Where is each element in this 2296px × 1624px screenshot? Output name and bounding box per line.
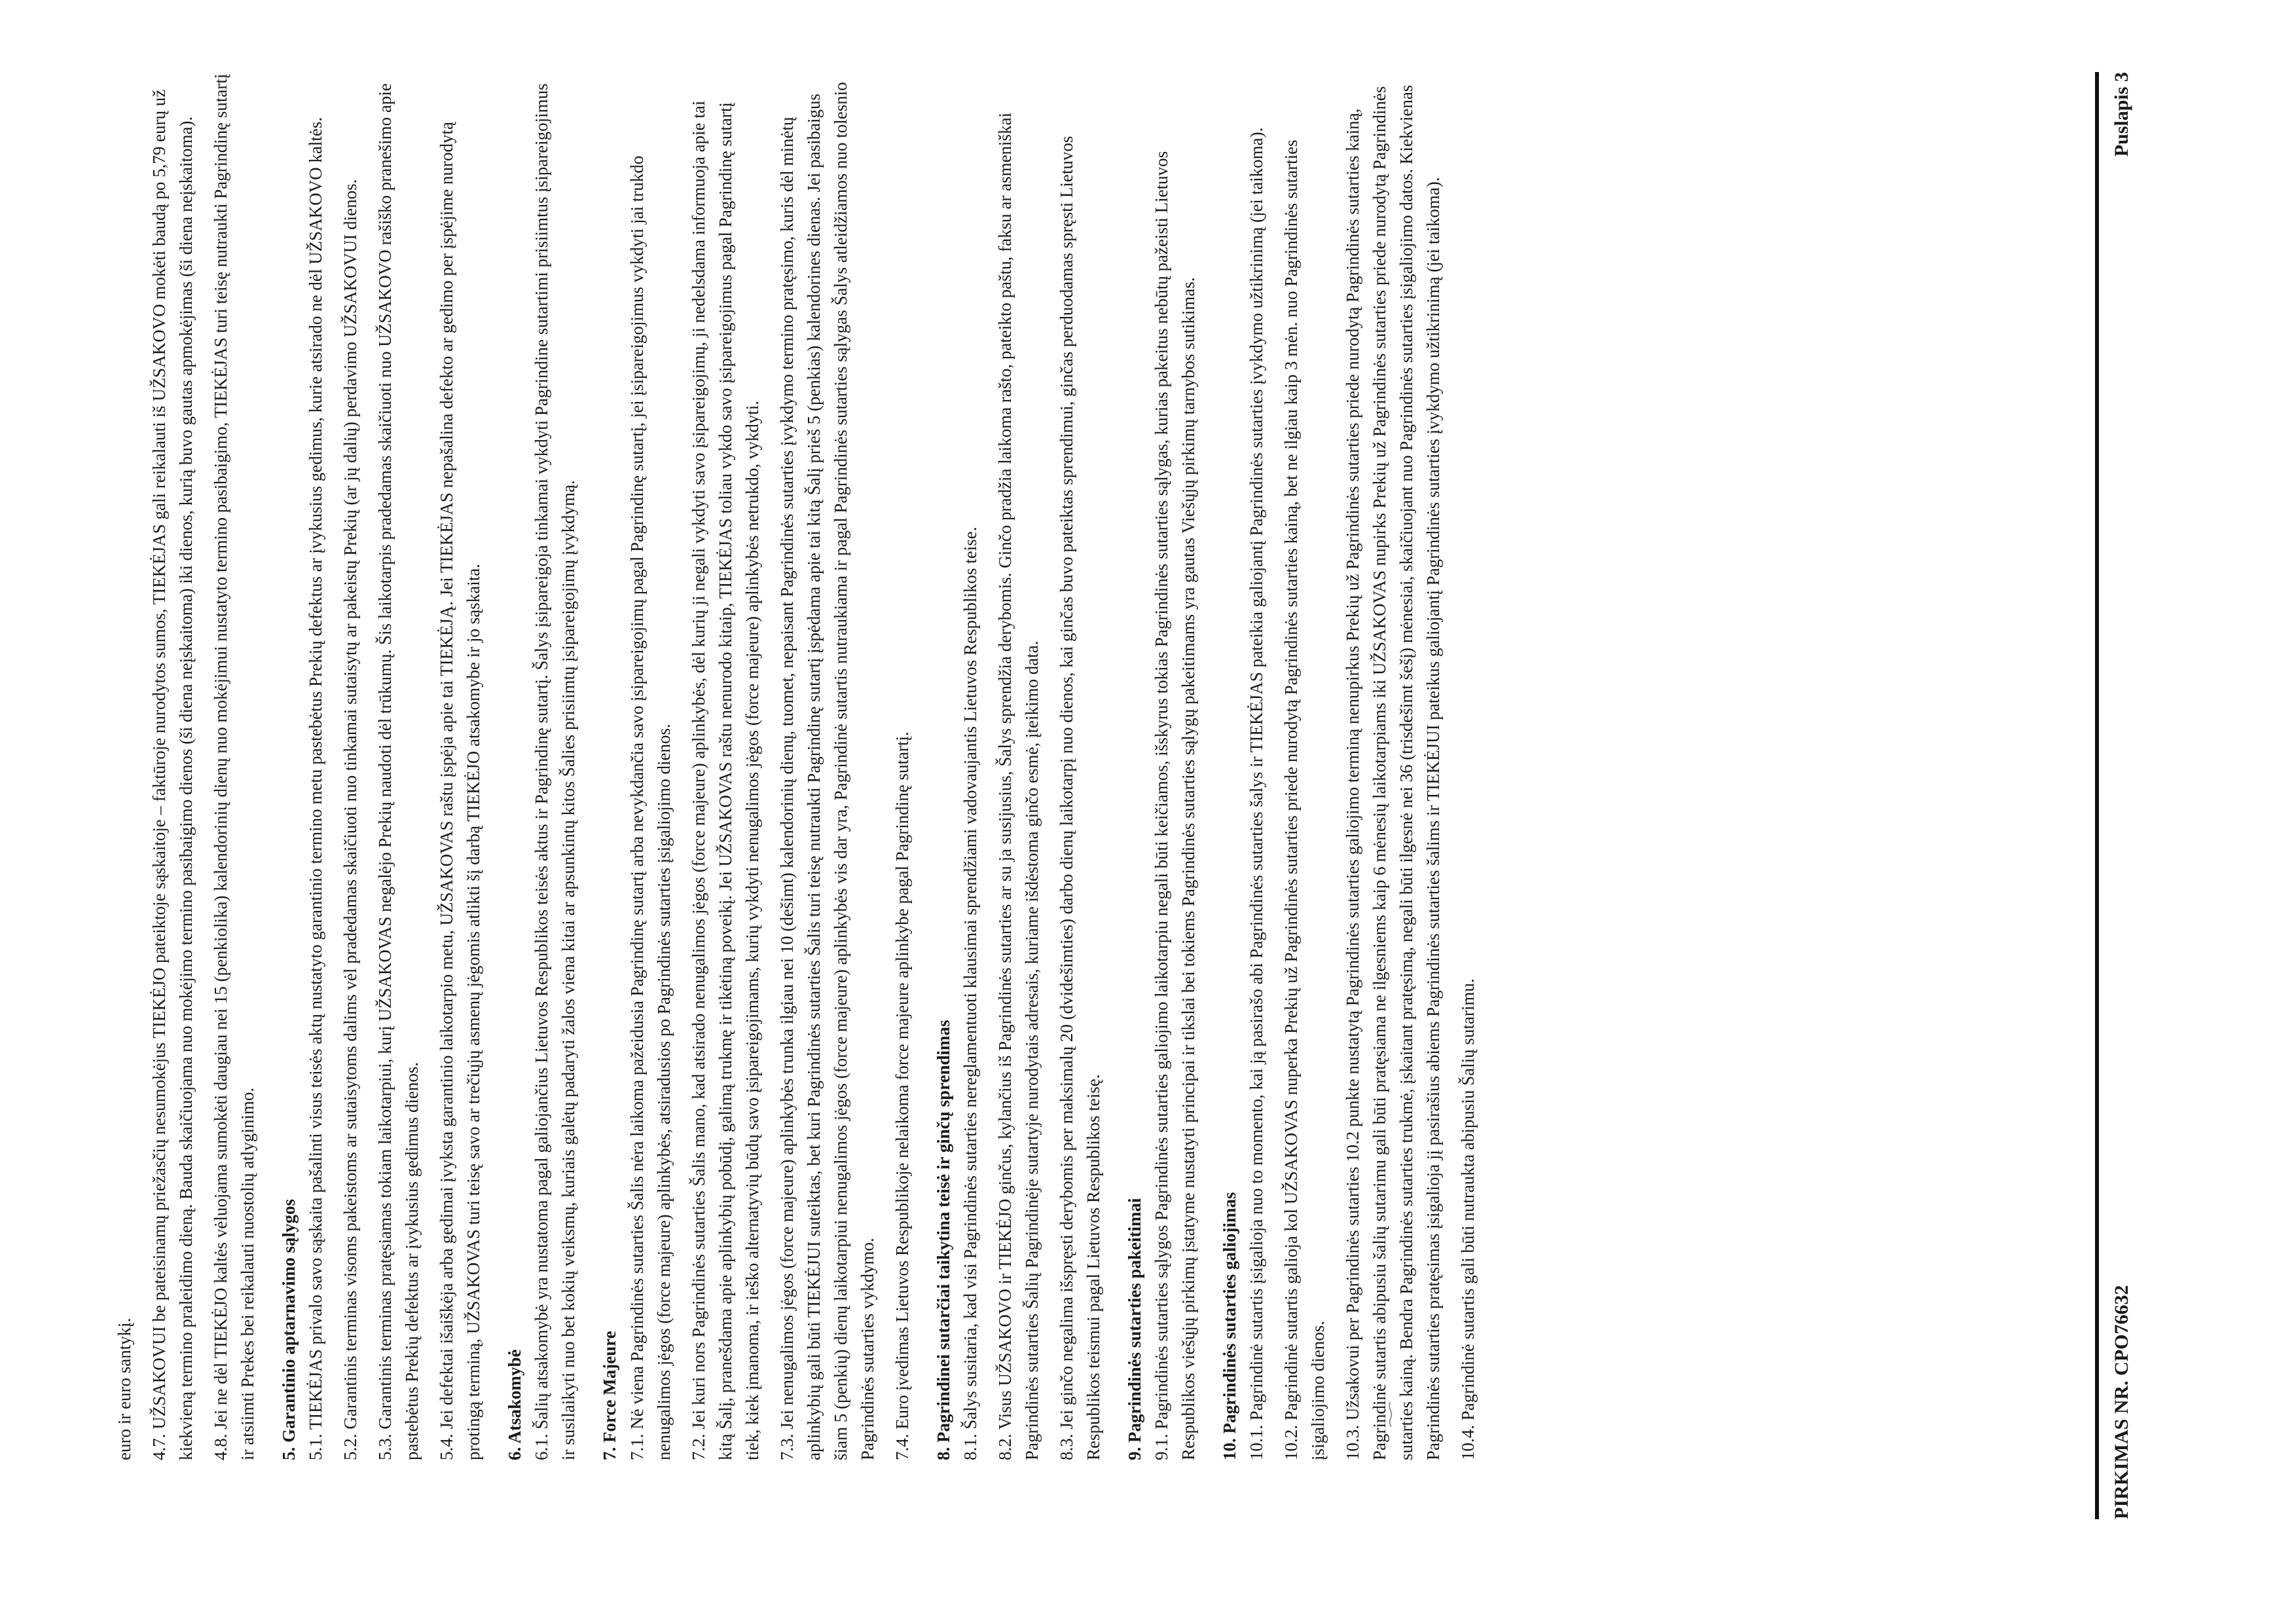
paragraph: 10.1. Pagrindinė sutartis įsigalioja nuo to momento, kai ją pasirašo abi Pagrindinės sutarties šalys ir TIEKĖJAS pateikia galiojantį Pagrindinės sutarties įvykdymo užtikrinimą (jei taikoma). [1247, 127, 1267, 1460]
section [1121, 72, 1202, 1460]
section-title: 5. Garantinio aptarnavimo sąlygos [279, 1198, 299, 1460]
paragraph: 5.3. Garantinis terminas pratęsiamas tokiam laikotarpiui, kurį UŽSAKOVAS negalėjo Prekių naudoti dėl trūkumų. Šis laikotarpis pradedamas skaičiuoti nuo UŽSAKOVO rašiško pranešimo apie pastebėtus Prekių defektus ar įvykusius gedimus dienos. [375, 83, 422, 1460]
paragraph: 4.7. UŽSAKOVUI be pateisinamų priežasčių nesumokėjus TIEKĖJO pateiktoje sąskaitoje – faktūroje nurodytos sumos, TIEKĖJAS gali reikalauti iš UŽSAKOVO mokėti baudą po 5,79 eurų už kiekvieną termino praleidimo dieną. Bauda skaičiuojama nuo mokėjimo termino pasibaigimo dienos (ši diena neįskaitoma) iki dienos, kurią buvo gautas apmokėjimas (ši diena neįskaitoma). [149, 89, 196, 1460]
footer-rule [2095, 72, 2099, 1519]
procurement-number: PIRKIMAS NR. CPO76632 [2111, 1285, 2132, 1519]
section-title: 10. Pagrindinės sutarties galiojimas [1220, 1192, 1240, 1460]
pen-mark [1388, 1401, 1393, 1428]
section [501, 72, 582, 1460]
paragraph: 10.3. Užsakovui per Pagrindinės sutarties 10.2 punkte nustatytą Pagrindinės sutarties galiojimo terminą nenupirkus Prekių už Pagrindinės sutarties priede nurodytą Pagrindinės sutarties kainą, Pagrindinė sutartis abipusiu šalių sutarimu gali būti pratęsiama ne ilgesniems kaip 6 mėnesių laikotarpiams iki UŽSAKOVAS nupirks Prekių už Pagrindinės sutarties priede nurodytą Pagrindinės sutarties kainą. Bendra Pagrindinės sutarties trukmė, įskaitant pratęsimą, negali būti ilgesnė nei 36 (trisdešimt šešį) mėnesiai, skaičiuojant nuo Pagrindinės sutarties įsigaliojimo datos. Kiekvienas Pagrindinės sutarties pratęsimas įsigalioja jį pasirašius abiems Pagrindinės sutarties šalims ir TIEKĖJUI pateikus galiojantį Pagrindinės sutarties įvykdymo užtikrinimą (jei taikoma). [1343, 84, 1444, 1460]
paragraph: 8.2. Visus UŽSAKOVO ir TIEKĖJO ginčus, kylančius iš Pagrindinės sutarties ar su ja susijusius, Šalys sprendžia derybomis. Ginčo pradžia laikoma rašto, pateikto paštu, faksu ar asmeniškai Pagrindinės sutarties Šalių Pagrindinėje sutartyje nurodytais adresais, kuriame išdėstoma ginčo esmė, įteikimo data. [994, 112, 1042, 1460]
paragraph: 7.3. Jei nenugalimos jėgos (force majeure) aplinkybės trunka ilgiau nei 10 (dešimt) kalendorinių dienų, tuomet, nepaisant Pagrindinės sutarties įvykdymo termino pratęsimo, kuris dėl minėtų aplinkybių gali būti TIEKĖJUI suteiktas, bet kuri Pagrindinės sutarties Šalis turi teisę nutraukti Pagrindinę sutartį įspėdama apie tai kitą Šalį prieš 5 (penkias) kalendorines dienas. Jei pasibaigus šiam 5 (penkių) dienų laikotarpiui nenugalimos jėgos (force majeure) aplinkybės vis dar yra, Pagrindinė sutartis nutraukiama ir pagal Pagrindinės sutarties sąlygas Šalys atleidžiamos nuo tolesnio Pagrindinės sutarties vykdymo. [776, 82, 877, 1460]
paragraph: 10.2. Pagrindinė sutartis galioja kol UŽSAKOVAS nuperka Prekių už Pagrindinės sutarties priede nurodytą Pagrindinės sutarties kainą, bet ne ilgiau kaip 3 mėn. nuo Pagrindinės sutarties įsigaliojimo dienos. [1281, 139, 1328, 1460]
page-footer [2095, 72, 2167, 1519]
section [1216, 72, 1482, 1460]
section [930, 72, 1107, 1460]
paragraph: 8.1. Šalys susitaria, kad visi Pagrindinės sutarties nereglamentuoti klausimai sprendžiami vadovaujantis Lietuvos Respublikos teise. [960, 526, 980, 1460]
paragraph: 5.1. TIEKĖJAS privalo savo sąskaita pašalinti visus teisės aktų nustatyto garantinio termino metu pastebėtus Prekių defektus ar įvykusius gedimus, kurie atsirado ne dėl UŽSAKOVO kaltės. [306, 117, 326, 1460]
section-title: 9. Pagrindinės sutarties pakeitimai [1125, 1198, 1144, 1460]
section-title: 7. Force Majeure [600, 1331, 620, 1460]
paragraph: 5.2. Garantinis terminas visoms pakeistoms ar sutaisytoms dalims vėl pradedamas skaičiuoti nuo tinkamai sutaisytų ar pakeistų Prekių (ar jų dalių) perdavimo UŽSAKOVUI dienos. [340, 179, 361, 1460]
paragraph: 7.1. Nė viena Pagrindinės sutarties Šalis nėra laikoma pažeidusia Pagrindinę sutartį arba nevykdančia savo įsipareigojimų pagal Pagrindinę sutartį, jei įsipareigojimus vykdyti jai trukdo nenugalimos jėgos (force majeure) aplinkybės, atsiradusios po Pagrindinės sutarties įsigaliojimo dienos. [627, 155, 674, 1460]
paragraph: 7.4. Euro įvedimas Lietuvos Respublikoje nelaikoma force majeure aplinkybe pagal Pagrindinę sutartį. [892, 731, 912, 1460]
paragraph: euro ir euro santykį. [115, 1318, 134, 1460]
paragraph: 4.8. Jei ne dėl TIEKĖJO kaltės vėluojama sumokėti daugiau nei 15 (penkiolika) kalendorinių dienų nuo mokėjimui nustatyto termino pasibaigimo, TIEKĖJAS turi teisę nutraukti Pagrindinę sutartį ir atsiimti Prekes bei reikalauti nuostolių atlyginimo. [211, 73, 258, 1460]
document-sections [276, 72, 1482, 1460]
section-title: 8. Pagrindinei sutarčiai taikytina teisė ir ginčų sprendimas [933, 1020, 953, 1460]
paragraph: 5.4. Jei defektai išaiškėja arba gedimai įvyksta garantinio laikotarpio metu, UŽSAKOVAS raštu įspėja apie tai TIEKĖJĄ. Jei TIEKĖJAS nepašalina defekto ar gedimo per įspėjime nurodytą protingą terminą, UŽSAKOVAS turi teisę savo ar trečiųjų asmenų jėgomis atlikti šį darbą TIEKĖJO atsakomybe ir jo sąskaita. [437, 122, 484, 1460]
document-body [111, 72, 1489, 1460]
page-number: Puslapis 3 [2111, 72, 2132, 157]
intro-paragraphs [111, 72, 261, 1460]
paragraph: 7.2. Jei kuri nors Pagrindinės sutarties Šalis mano, kad atsirado nenugalimos jėgos (force majeure) aplinkybės, dėl kurių ji negali vykdyti savo įsipareigojimų, ji nedelsdama informuoja apie tai kitą Šalį, pranešdama apie aplinkybių pobūdį, galimą trukmę ir tikėtiną poveikį. Jei UŽSAKOVAS raštu nenurodo kitaip, TIEKĖJAS toliau vykdo savo įsipareigojimus pagal Pagrindinę sutartį tiek, kiek įmanoma, ir ieško alternatyvių būdų savo įsipareigojimams, kurių vykdyti nenugalimos jėgos (force majeure) aplinkybės netrukdo, vykdyti. [688, 100, 762, 1460]
section-title: 6. Atsakomybė [505, 1349, 525, 1460]
paragraph: 10.4. Pagrindinė sutartis gali būti nutraukta abipusiu Šalių sutarimu. [1458, 978, 1478, 1460]
paragraph: 8.3. Jei ginčo negalima išspręsti derybomis per maksimalų 20 (dvidešimties) darbo dienų laikotarpį nuo dienos, kai ginčas buvo pateiktas sprendimui, ginčas perduodamas spręsti Lietuvos Respublikos teismui pagal Lietuvos Respublikos teisę. [1056, 136, 1103, 1460]
paragraph: 9.1. Pagrindinės sutarties sąlygos Pagrindinės sutarties galiojimo laikotarpiu negali būti keičiamos, išskyrus tokias Pagrindinės sutarties sąlygas, kurias pakeitus nebūtų pažeisti Lietuvos Respublikos viešųjų pirkimų įstatyme nustatyti principai ir tikslai bei tokiems Pagrindinės sutarties sąlygų pakeitimams yra gautas Viešųjų pirkimų tarnybos sutikimas. [1152, 151, 1199, 1460]
section [276, 72, 487, 1460]
paragraph: 6.1. Šalių atsakomybė yra nustatoma pagal galiojančius Lietuvos Respublikos teisės aktus ir Pagrindinę sutartį. Šalys įsipareigoja tinkamai vykdyti Pagrindine sutartimi prisiimtus įsipareigojimus ir susilaikyti nuo bet kokių veiksmų, kuriais galėtų padaryti žalos viena kitai ar apsunkintų kitos Šalies prisiimtų įsipareigojimų įvykdymą. [532, 83, 579, 1460]
section [596, 72, 915, 1460]
